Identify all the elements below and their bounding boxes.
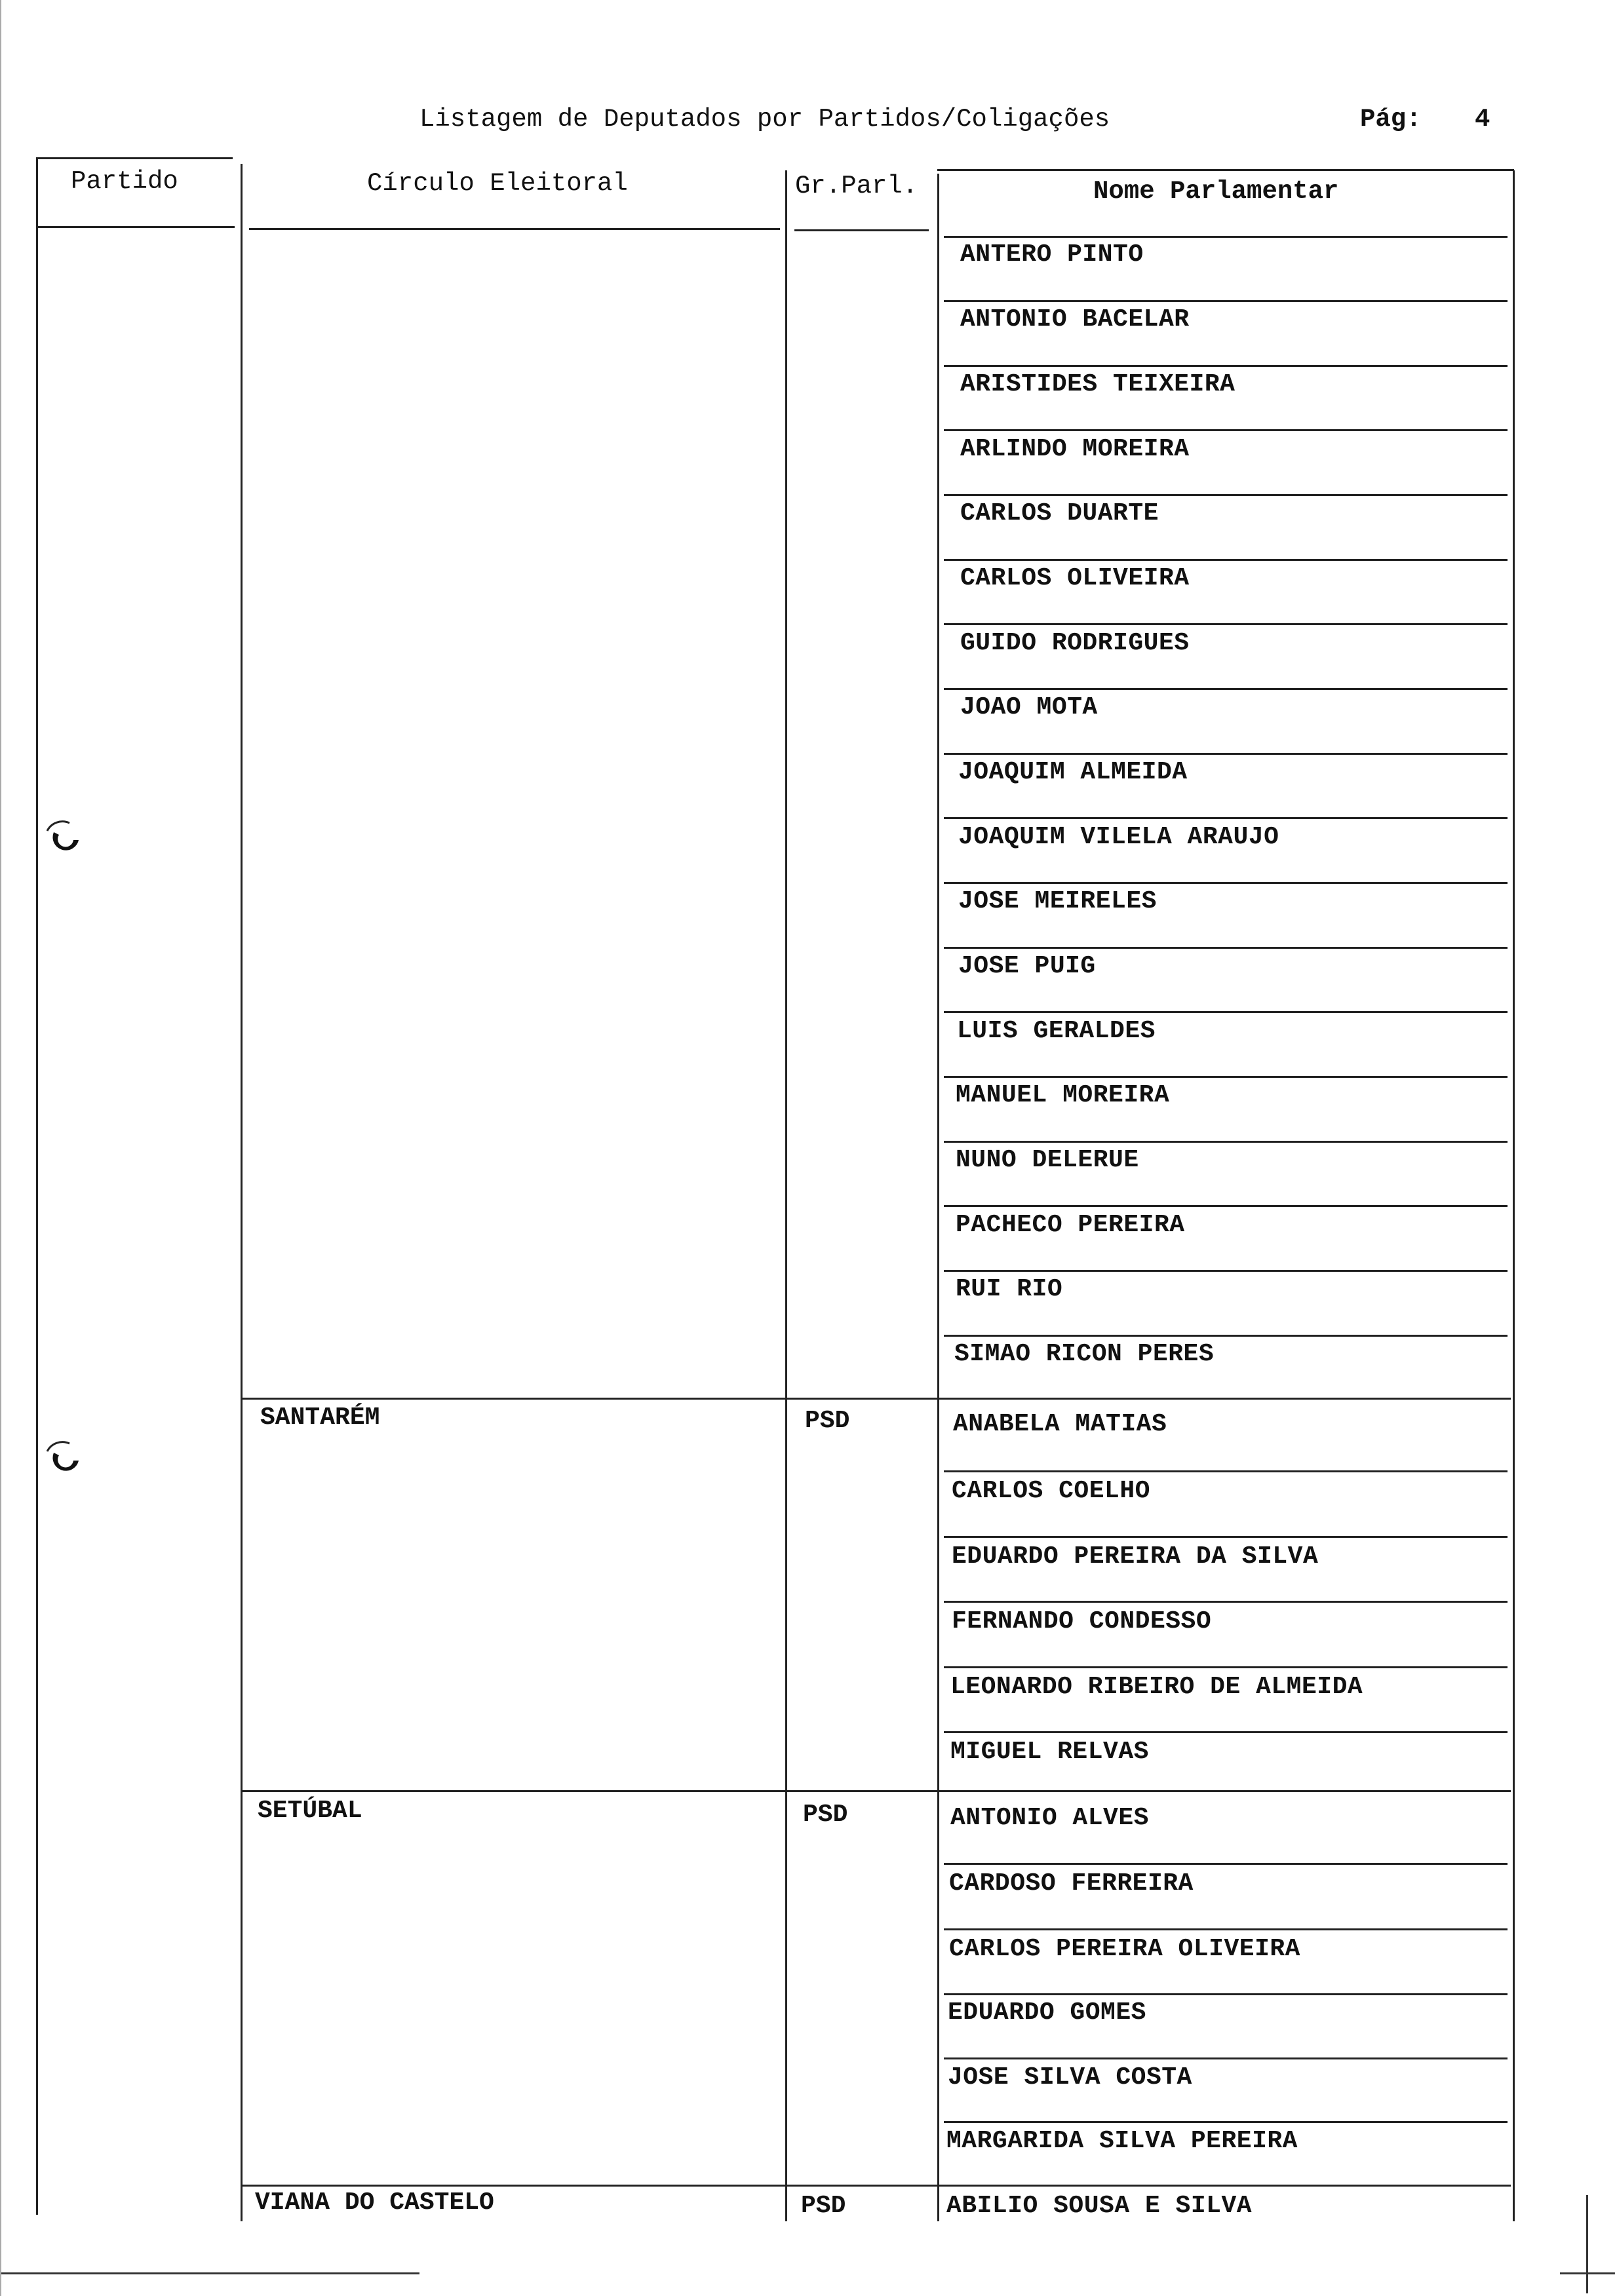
grupo-label: PSD [801, 2192, 846, 2220]
row-rule [944, 1536, 1508, 1538]
right-border [1513, 170, 1515, 2221]
header-top-rule-right [937, 169, 1514, 171]
header-rule-partido [38, 226, 235, 228]
table-row-name: CARDOSO FERREIRA [949, 1869, 1194, 1898]
row-rule [944, 2057, 1508, 2059]
table-row-name: LUIS GERALDES [957, 1017, 1156, 1045]
row-rule [944, 623, 1508, 625]
table-row-name: ARLINDO MOREIRA [960, 435, 1190, 463]
header-top-rule [36, 157, 233, 159]
group-rule [243, 1398, 1511, 1400]
table-row-name: CARLOS PEREIRA OLIVEIRA [949, 1935, 1300, 1963]
table-row-name: JOSE SILVA COSTA [948, 2063, 1192, 2092]
row-rule [944, 1470, 1508, 1472]
col-divider-1 [241, 164, 243, 2221]
group-rule [243, 2185, 1511, 2187]
column-header-grupo: Gr.Parl. [795, 172, 918, 201]
row-rule [944, 1270, 1508, 1272]
col-divider-3 [937, 174, 939, 2221]
group-rule [243, 1790, 1511, 1792]
punch-hole-icon [43, 1438, 85, 1480]
table-row-name: MIGUEL RELVAS [950, 1738, 1149, 1766]
grupo-label: PSD [803, 1801, 848, 1829]
table-row-name: JOAQUIM ALMEIDA [958, 758, 1188, 786]
column-header-circulo: Círculo Eleitoral [367, 169, 628, 198]
row-rule [944, 1928, 1508, 1930]
table-row-name: EDUARDO GOMES [948, 1999, 1146, 2027]
table-row-name: CARLOS COELHO [952, 1477, 1150, 1505]
row-rule [944, 1141, 1508, 1143]
row-rule [944, 688, 1508, 690]
left-border [36, 157, 38, 2215]
table-row-name: ANABELA MATIAS [953, 1410, 1167, 1438]
table-row-name: SIMAO RICON PERES [954, 1340, 1215, 1368]
row-rule [944, 1666, 1508, 1668]
row-rule [944, 429, 1508, 431]
col-divider-2 [785, 170, 787, 2221]
row-rule [944, 1076, 1508, 1078]
table-row-name: JOAQUIM VILELA ARAUJO [958, 823, 1279, 851]
table-row-name: PACHECO PEREIRA [956, 1211, 1185, 1239]
table-row-name: JOSE MEIRELES [958, 887, 1157, 915]
table-row-name: LEONARDO RIBEIRO DE ALMEIDA [950, 1673, 1363, 1701]
row-rule [944, 753, 1508, 755]
table-row-name: ANTONIO BACELAR [960, 305, 1190, 334]
column-header-nome: Nome Parlamentar [1093, 177, 1339, 206]
circulo-label: SETÚBAL [258, 1797, 362, 1825]
header-rule-grupo [794, 229, 929, 231]
header-rule-circulo [249, 228, 780, 230]
row-rule [944, 1993, 1508, 1995]
row-rule [944, 1601, 1508, 1603]
punch-hole-icon [43, 818, 85, 860]
row-rule [944, 1731, 1508, 1733]
page-number: 4 [1475, 105, 1490, 134]
table-row-name: MANUEL MOREIRA [956, 1081, 1170, 1109]
scan-edge-mark [0, 0, 1, 2296]
circulo-label: SANTARÉM [260, 1404, 380, 1432]
row-rule [944, 817, 1508, 819]
table-row-name: ABILIO SOUSA E SILVA [946, 2192, 1253, 2220]
row-rule [944, 1011, 1508, 1013]
row-rule [944, 1335, 1508, 1337]
table-row-name: CARLOS DUARTE [960, 499, 1159, 527]
page-title: Listagem de Deputados por Partidos/Coligações [419, 105, 1110, 134]
row-rule [944, 300, 1508, 302]
table-row-name: JOSE PUIG [958, 952, 1096, 980]
table-row-name: ANTERO PINTO [960, 240, 1144, 269]
row-rule [944, 2121, 1508, 2123]
table-row-name: EDUARDO PEREIRA DA SILVA [952, 1542, 1319, 1571]
row-rule [944, 494, 1508, 496]
table-row-name: RUI RIO [956, 1275, 1063, 1303]
circulo-label: VIANA DO CASTELO [255, 2189, 494, 2217]
page-label: Pág: [1360, 105, 1422, 134]
column-header-partido: Partido [71, 167, 178, 196]
table-row-name: ARISTIDES TEIXEIRA [960, 370, 1236, 398]
row-rule [944, 882, 1508, 884]
scan-edge-mark [1586, 2195, 1588, 2293]
table-row-name: MARGARIDA SILVA PEREIRA [946, 2127, 1298, 2155]
table-row-name: FERNANDO CONDESSO [952, 1607, 1212, 1636]
table-row-name: CARLOS OLIVEIRA [960, 564, 1190, 592]
row-rule [944, 559, 1508, 561]
row-rule [944, 947, 1508, 949]
header-rule-nome [944, 236, 1508, 238]
table-row-name: ANTONIO ALVES [950, 1804, 1149, 1832]
row-rule [944, 1863, 1508, 1865]
row-rule [944, 1205, 1508, 1207]
scan-edge-mark [0, 2272, 419, 2274]
table-row-name: NUNO DELERUE [956, 1146, 1139, 1174]
row-rule [944, 365, 1508, 367]
table-row-name: JOAO MOTA [960, 693, 1098, 721]
grupo-label: PSD [805, 1407, 850, 1435]
table-row-name: GUIDO RODRIGUES [960, 629, 1190, 657]
